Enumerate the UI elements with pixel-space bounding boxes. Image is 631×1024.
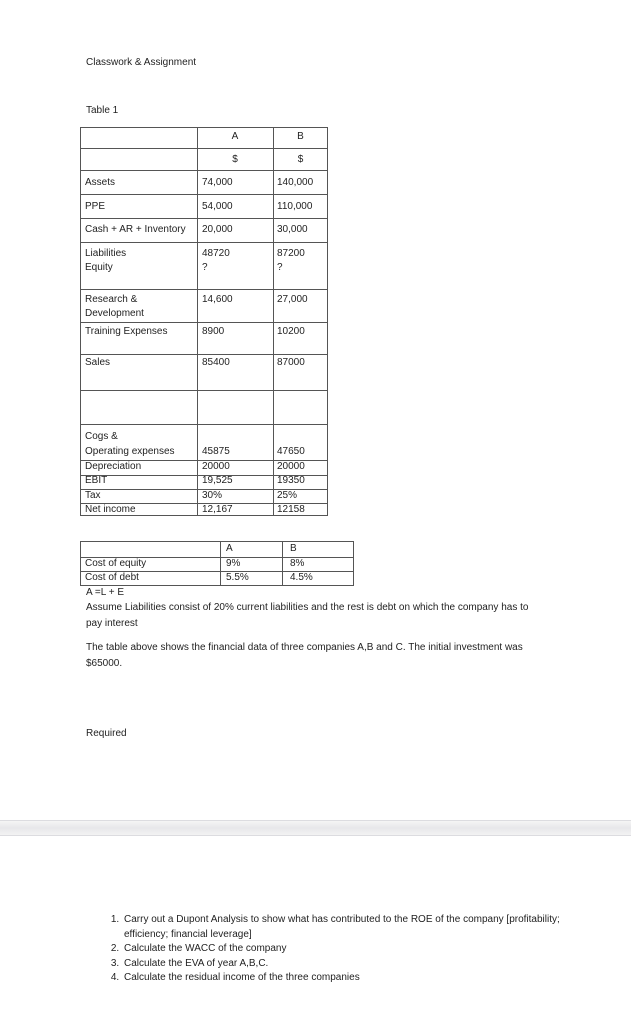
- liabilities-b: 87200: [277, 248, 305, 259]
- row-label-rnd-line1: Research &: [85, 294, 138, 305]
- cost-of-debt-b: 4.5%: [290, 572, 313, 583]
- tax-b: 25%: [277, 490, 298, 501]
- cost-of-debt-a: 5.5%: [226, 572, 249, 583]
- row-divider: [81, 170, 327, 171]
- row-label-ppe: PPE: [85, 201, 106, 212]
- liabilities-note: Assume Liabilities consist of 20% current liabilities and the rest is debt on which the company has to pay interest: [86, 602, 529, 629]
- training-a: 8900: [202, 326, 225, 337]
- equity-a: ?: [202, 262, 208, 273]
- row-label-training: Training Expenses: [85, 326, 168, 337]
- row-divider: [81, 322, 327, 323]
- questions-list: [102, 913, 572, 986]
- cost-of-equity-a: 9%: [226, 558, 241, 569]
- column-header-b: B: [297, 131, 304, 142]
- rnd-a: 14,600: [202, 294, 233, 305]
- currency-a: $: [232, 154, 238, 165]
- row-divider: [81, 354, 327, 355]
- description-paragraph: The table above shows the financial data of three companies A,B and C. The initial investment was $65000.: [86, 642, 523, 669]
- financial-data-table: [80, 127, 328, 516]
- assets-a: 74,000: [202, 177, 233, 188]
- row-label-tax: Tax: [85, 490, 101, 501]
- row-label-cost-of-debt: Cost of debt: [85, 572, 139, 583]
- row-label-assets: Assets: [85, 177, 116, 188]
- row-divider: [81, 148, 327, 149]
- depreciation-b: 20000: [277, 461, 305, 472]
- cash-a: 20,000: [202, 224, 233, 235]
- row-label-net-income: Net income: [85, 504, 136, 515]
- row-divider: [81, 242, 327, 243]
- row-label-rnd-line2: Development: [85, 308, 144, 319]
- ebit-a: 19,525: [202, 475, 233, 486]
- question-item: 4. Calculate the residual income of the three companies: [122, 971, 572, 986]
- training-b: 10200: [277, 326, 305, 337]
- question-item: 1. Carry out a Dupont Analysis to show what has contributed to the ROE of the company [profitability; efficiency; financial leverage]: [122, 913, 572, 942]
- cash-b: 30,000: [277, 224, 308, 235]
- rnd-b: 27,000: [277, 294, 308, 305]
- column-header-b: B: [290, 543, 297, 554]
- question-item: 3. Calculate the EVA of year A,B,C.: [122, 957, 572, 972]
- equity-b: ?: [277, 262, 283, 273]
- row-label-cost-of-equity: Cost of equity: [85, 558, 147, 569]
- ebit-b: 19350: [277, 475, 305, 486]
- cogs-a: 45875: [202, 446, 230, 457]
- net-income-a: 12,167: [202, 504, 233, 515]
- row-label-cash: Cash + AR + Inventory: [85, 224, 186, 235]
- table-caption: Table 1: [86, 105, 119, 116]
- required-heading: Required: [86, 728, 127, 739]
- tax-a: 30%: [202, 490, 223, 501]
- row-label-cogs-line1: Cogs &: [85, 431, 118, 442]
- assets-b: 140,000: [277, 177, 314, 188]
- row-divider: [81, 390, 327, 391]
- row-label-liabilities: Liabilities: [85, 248, 127, 259]
- sales-b: 87000: [277, 357, 305, 368]
- cost-of-equity-b: 8%: [290, 558, 305, 569]
- cogs-b: 47650: [277, 446, 305, 457]
- net-income-b: 12158: [277, 504, 305, 515]
- question-item: 2. Calculate the WACC of the company: [122, 942, 572, 957]
- row-label-ebit: EBIT: [85, 475, 108, 486]
- accounting-equation: A =L + E: [86, 587, 124, 598]
- row-divider: [81, 194, 327, 195]
- column-header-a: A: [226, 543, 233, 554]
- row-label-sales: Sales: [85, 357, 111, 368]
- ppe-b: 110,000: [277, 201, 313, 212]
- row-divider: [81, 289, 327, 290]
- ppe-a: 54,000: [202, 201, 233, 212]
- row-label-depreciation: Depreciation: [85, 461, 142, 472]
- depreciation-a: 20000: [202, 461, 230, 472]
- row-divider: [81, 424, 327, 425]
- column-header-a: A: [231, 131, 239, 142]
- cost-of-capital-table: [80, 541, 354, 586]
- row-label-equity: Equity: [85, 262, 113, 273]
- page-break-divider: [0, 820, 631, 836]
- currency-b: $: [297, 154, 304, 165]
- column-divider: [220, 542, 221, 585]
- row-label-cogs-line2: Operating expenses: [85, 446, 175, 457]
- liabilities-a: 48720: [202, 248, 230, 259]
- sales-a: 85400: [202, 357, 230, 368]
- row-divider: [81, 218, 327, 219]
- page-title: Classwork & Assignment: [86, 57, 197, 68]
- column-divider: [282, 542, 283, 585]
